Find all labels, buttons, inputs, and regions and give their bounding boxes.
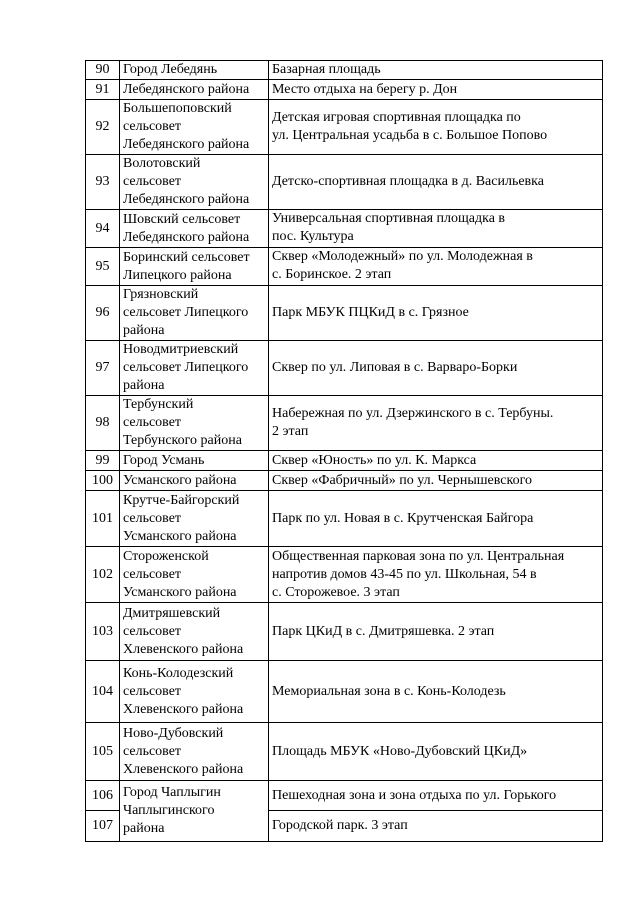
object-cell xyxy=(269,155,603,210)
municipality-line: Шовский сельсовет xyxy=(123,211,241,227)
object-line: Пешеходная зона и зона отдыха по ул. Горького xyxy=(272,787,557,803)
municipality-cell xyxy=(120,80,269,100)
municipality-cell xyxy=(120,155,269,210)
municipality-line: Лебедянского района xyxy=(123,81,250,97)
row-number: 106 xyxy=(86,781,120,811)
row-number: 92 xyxy=(86,100,120,155)
row-number: 97 xyxy=(86,341,120,396)
row-number: 98 xyxy=(86,396,120,451)
row-number: 104 xyxy=(86,661,120,723)
object-line: пос. Культура xyxy=(272,229,354,244)
row-number: 102 xyxy=(86,547,120,603)
object-cell xyxy=(269,100,603,155)
municipality-line: сельсовет xyxy=(123,174,182,189)
municipality-line: Тербунский xyxy=(123,397,194,412)
municipality-cell xyxy=(120,661,269,723)
row-number: 95 xyxy=(86,248,120,286)
municipality-line: сельсовет xyxy=(123,119,182,134)
table-row xyxy=(86,155,603,210)
object-cell xyxy=(269,661,603,723)
table-row xyxy=(86,451,603,471)
row-number: 93 xyxy=(86,155,120,210)
municipality-line: Лебедянского района xyxy=(123,229,250,245)
object-line: Детская игровая спортивная площадка по xyxy=(272,110,521,125)
municipality-line: Боринский сельсовет xyxy=(123,249,250,265)
municipality-line: Дмитряшевский xyxy=(123,605,221,621)
object-line: 2 этап xyxy=(272,424,309,439)
municipality-line: Усманского района xyxy=(123,584,237,600)
object-cell xyxy=(269,471,603,491)
table-row xyxy=(86,603,603,661)
object-cell xyxy=(269,451,603,471)
table-row xyxy=(86,210,603,248)
municipality-line: сельсовет xyxy=(123,510,182,526)
objects-table-body xyxy=(86,61,603,842)
municipality-line: района xyxy=(123,378,165,393)
municipality-line: сельсовет xyxy=(123,743,182,759)
municipality-line: Новодмитриевский xyxy=(123,342,239,357)
object-line: Площадь МБУК «Ново-Дубовский ЦКиД» xyxy=(272,743,528,759)
municipality-line: Грязновский xyxy=(123,287,199,302)
municipality-line: Тербунского района xyxy=(123,433,242,448)
object-line: Парк МБУК ПЦКиД в с. Грязное xyxy=(272,305,469,320)
object-line: Городской парк. 3 этап xyxy=(272,818,408,833)
municipality-line: Усманского района xyxy=(123,528,237,544)
municipality-cell xyxy=(120,286,269,341)
objects-table xyxy=(85,60,603,842)
table-row xyxy=(86,491,603,547)
municipality-line: Конь-Колодезский xyxy=(123,665,234,681)
object-line: напротив домов 43-45 по ул. Школьная, 54 в xyxy=(272,566,537,582)
object-line: Сквер по ул. Липовая в с. Варваро-Борки xyxy=(272,360,518,375)
municipality-cell xyxy=(120,471,269,491)
table-row xyxy=(86,781,603,811)
object-cell xyxy=(269,781,603,811)
row-number: 99 xyxy=(86,451,120,471)
municipality-cell xyxy=(120,100,269,155)
municipality-line: Город Усмань xyxy=(123,452,205,468)
row-number: 90 xyxy=(86,61,120,80)
object-line: Мемориальная зона в с. Конь-Колодезь xyxy=(272,683,506,699)
object-cell xyxy=(269,286,603,341)
row-number: 105 xyxy=(86,723,120,781)
municipality-cell xyxy=(120,781,269,842)
row-number: 103 xyxy=(86,603,120,661)
object-line: ул. Центральная усадьба в с. Большое Попово xyxy=(272,128,548,143)
municipality-line: Ново-Дубовский xyxy=(123,725,224,741)
municipality-line: Хлевенского района xyxy=(123,701,244,717)
municipality-line: сельсовет Липецкого xyxy=(123,305,249,320)
object-line: Парк по ул. Новая в с. Крутченская Байгора xyxy=(272,510,534,526)
municipality-cell xyxy=(120,547,269,603)
object-line: с. Боринское. 2 этап xyxy=(272,267,392,282)
municipality-line: Город Лебедянь xyxy=(123,62,218,77)
municipality-line: сельсовет xyxy=(123,683,182,699)
row-number: 100 xyxy=(86,471,120,491)
object-line: Сквер «Молодежный» по ул. Молодежная в xyxy=(272,249,533,264)
municipality-cell xyxy=(120,248,269,286)
municipality-line: сельсовет xyxy=(123,623,182,639)
municipality-line: сельсовет xyxy=(123,566,182,582)
table-row xyxy=(86,286,603,341)
municipality-cell xyxy=(120,341,269,396)
municipality-line: сельсовет xyxy=(123,415,182,430)
municipality-line: Липецкого района xyxy=(123,267,232,283)
object-cell xyxy=(269,396,603,451)
municipality-line: Стороженской xyxy=(123,548,209,564)
object-cell xyxy=(269,491,603,547)
municipality-line: Крутче-Байгорский xyxy=(123,492,240,508)
object-cell xyxy=(269,723,603,781)
municipality-line: сельсовет Липецкого xyxy=(123,360,249,375)
object-line: Набережная по ул. Дзержинского в с. Тербуны. xyxy=(272,406,554,421)
object-cell xyxy=(269,61,603,80)
municipality-line: Хлевенского района xyxy=(123,761,244,777)
object-line: Сквер «Фабричный» по ул. Чернышевского xyxy=(272,472,532,488)
object-cell xyxy=(269,248,603,286)
municipality-line: Лебедянского района xyxy=(123,192,250,207)
table-row xyxy=(86,661,603,723)
municipality-line: Волотовский xyxy=(123,156,201,171)
municipality-line: района xyxy=(123,323,165,338)
municipality-cell xyxy=(120,210,269,248)
municipality-cell xyxy=(120,61,269,80)
row-number: 96 xyxy=(86,286,120,341)
table-row xyxy=(86,723,603,781)
object-cell xyxy=(269,547,603,603)
row-number: 94 xyxy=(86,210,120,248)
object-cell xyxy=(269,341,603,396)
municipality-cell xyxy=(120,451,269,471)
table-row xyxy=(86,61,603,80)
object-cell xyxy=(269,210,603,248)
municipality-line: Большепоповский xyxy=(123,101,232,116)
table-row xyxy=(86,471,603,491)
municipality-cell xyxy=(120,491,269,547)
municipality-line: Усманского района xyxy=(123,472,237,488)
object-line: Универсальная спортивная площадка в xyxy=(272,211,506,226)
municipality-cell xyxy=(120,603,269,661)
object-line: Детско-спортивная площадка в д. Васильевка xyxy=(272,174,544,189)
municipality-line: Хлевенского района xyxy=(123,641,244,657)
table-row xyxy=(86,80,603,100)
table-row xyxy=(86,248,603,286)
table-row xyxy=(86,341,603,396)
table-row xyxy=(86,396,603,451)
row-number: 101 xyxy=(86,491,120,547)
table-row xyxy=(86,547,603,603)
object-line: с. Сторожевое. 3 этап xyxy=(272,584,400,600)
row-number: 91 xyxy=(86,80,120,100)
object-cell xyxy=(269,811,603,842)
municipality-cell xyxy=(120,723,269,781)
object-line: Место отдыха на берегу р. Дон xyxy=(272,81,458,97)
municipality-line: района xyxy=(123,821,165,836)
municipality-line: Лебедянского района xyxy=(123,137,250,152)
row-number: 107 xyxy=(86,811,120,842)
object-line: Общественная парковая зона по ул. Центральная xyxy=(272,548,565,564)
municipality-line: Город Чаплыгин xyxy=(123,785,221,800)
table-row xyxy=(86,100,603,155)
object-cell xyxy=(269,80,603,100)
object-line: Сквер «Юность» по ул. К. Маркса xyxy=(272,452,477,468)
object-cell xyxy=(269,603,603,661)
object-line: Парк ЦКиД в с. Дмитряшевка. 2 этап xyxy=(272,623,495,639)
municipality-line: Чаплыгинского xyxy=(123,803,215,818)
municipality-cell xyxy=(120,396,269,451)
object-line: Базарная площадь xyxy=(272,62,381,77)
